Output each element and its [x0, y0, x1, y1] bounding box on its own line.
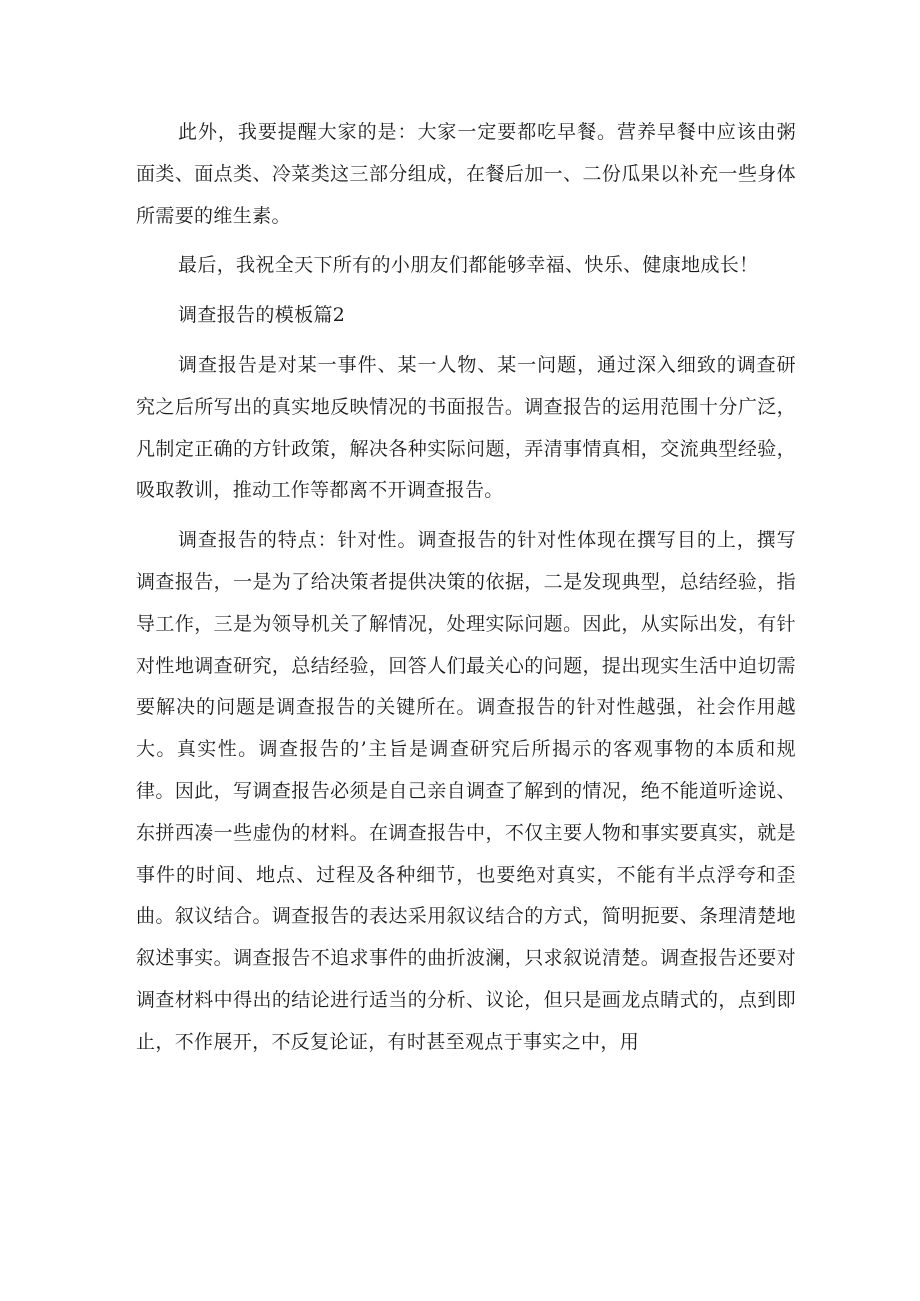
paragraph-report-features: 调查报告的特点：针对性。调查报告的针对性体现在撰写目的上，撰写调查报告，一是为了给决策者提供决策的依据，二是发现典型，总结经验，指导工作，三是为领导机关了解情况，处理实际问题。因此，从实际出发，有针对性地调查研究，总结经验，回答人们最关心的问题，提出现实生活中迫切需要解决的问题是调查报告的关键所在。调查报告的针对性越强，社会作用越大。真实性。调查报告的’主旨是调查研究后所揭示的客观事物的本质和规律。因此，写调查报告必须是自己亲自调查了解到的情况，绝不能道听途说、东拼西凑一些虚伪的材料。在调查报告中，不仅主要人物和事实要真实，就是事件的时间、地点、过程及各种细节，也要绝对真实，不能有半点浮夸和歪曲。叙议结合。调查报告的表达采用叙议结合的方式，简明扼要、条理清楚地叙述事实。调查报告不追求事件的曲折波澜，只求叙说清楚。调查报告还要对调查材料中得出的结论进行适当的分析、议论，但只是画龙点睛式的，点到即止，不作展开，不反复论证，有时甚至观点于事实之中，用 — [136, 529, 796, 1053]
paragraph-closing-wish: 最后，我祝全天下所有的小朋友们都能够幸福、快乐、健康地成长！ — [178, 254, 759, 277]
paragraph-report-definition: 调查报告是对某一事件、某一人物、某一问题，通过深入细致的调查研究之后所写出的真实地反映情况的书面报告。调查报告的运用范围十分广泛，凡制定正确的方针政策，解决各种实际问题，弄清事情真相，交流典型经验，吸取教训，推动工作等都离不开调查报告。 — [136, 353, 796, 502]
paragraph-breakfast-advice: 此外，我要提醒大家的是：大家一定要都吃早餐。营养早餐中应该由粥面类、面点类、冷菜类这三部分组成，在餐后加一、二份瓜果以补充一些身体所需要的维生素。 — [136, 121, 796, 227]
section-heading: 调查报告的模板篇2 — [178, 304, 346, 327]
document-page — [136, 112, 796, 1072]
